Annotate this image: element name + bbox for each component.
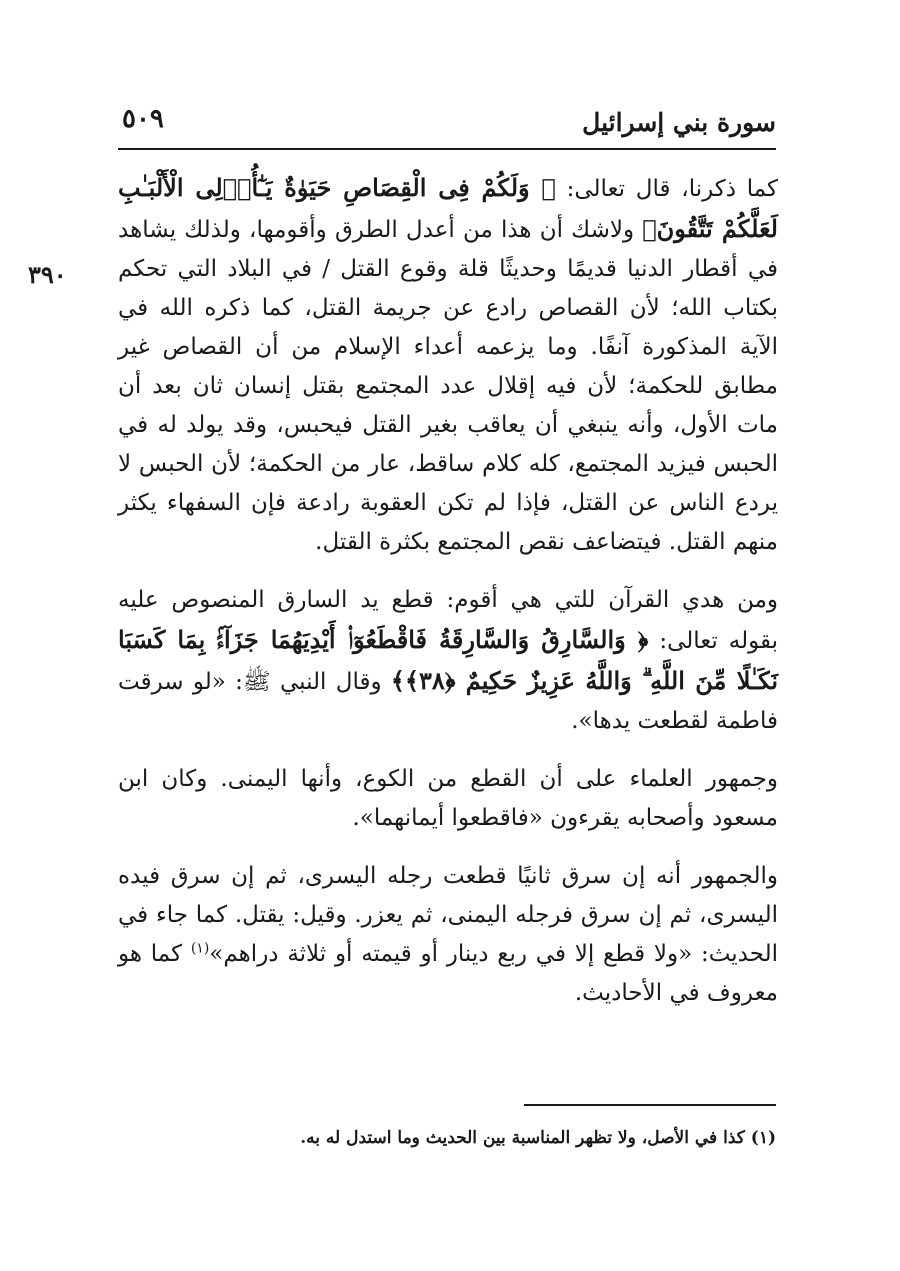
paragraph-1 bbox=[118, 168, 778, 562]
footnote bbox=[118, 1128, 776, 1148]
paragraph-3 bbox=[118, 760, 778, 838]
paragraph-text: كما ذكرنا، قال تعالى: bbox=[555, 176, 778, 202]
paragraph-text: وجمهور العلماء على أن القطع من الكوع، وأنها اليمنى. وكان ابن مسعود وأصحابه يقرءون «فاقطعوا أيمانهما». bbox=[118, 766, 778, 831]
paragraph-text: ولاشك أن هذا من أعدل الطرق وأقومها، ولذلك يشاهد في أقطار الدنيا قديمًا وحديثًا قلة وقوع القتل / في البلاد التي تحكم بكتاب الله؛ لأن القصاص رادع عن جريمة القتل، كما ذكره الله في الآية المذكورة آنفًا. وما يزعمه أعداء الإسلام من أن القصاص غير مطابق للحكمة؛ لأن فيه إقلال عدد المجتمع بقتل إنسان ثان بعد أن مات الأول، وأنه ينبغي أن يعاقب بغير القتل فيحبس، وقد يولد له في الحبس فيزيد المجتمع، كله كلام ساقط، عار من الحكمة؛ لأن الحبس لا يردع الناس عن القتل، فإذا لم تكن العقوبة رادعة فإن السفهاء يكثر منهم القتل. فيتضاعف نقص المجتمع بكثرة القتل. bbox=[118, 217, 778, 555]
footnote-reference[interactable]: (١) bbox=[190, 940, 210, 957]
page-number: ٥٠٩ bbox=[122, 104, 164, 134]
quran-verse: ﴿ وَلَكُمْ فِى الْقِصَاصِ حَيَوٰةٌ يَـٰٓأُو۟لِى الْأَلْبَـٰبِ لَعَلَّكُمْ تَتَّقُونَ﴾ bbox=[118, 173, 778, 243]
paragraph-4 bbox=[118, 857, 778, 1013]
quran-verse: ﴿ وَالسَّارِقُ وَالسَّارِقَةُ فَاقْطَعُوٓا۟ أَيْدِيَهُمَا جَزَآءًۢ بِمَا كَسَبَا نَكَـٰلًا مِّنَ اللَّهِ ۗ وَاللَّهُ عَزِيزٌ حَكِيمٌ ﴿٣٨﴾﴾ bbox=[118, 625, 778, 695]
footnote-text: كذا في الأصل، ولا تظهر المناسبة بين الحديث وما استدل له به. bbox=[300, 1128, 745, 1148]
footnote-marker: (١) bbox=[750, 1128, 776, 1148]
page-header bbox=[118, 100, 776, 150]
margin-page-reference: ٣٩٠ bbox=[28, 260, 67, 289]
paragraph-2 bbox=[118, 581, 778, 741]
surah-title: سورة بني إسرائيل bbox=[582, 108, 776, 137]
footnote-divider bbox=[524, 1104, 776, 1106]
main-text bbox=[118, 168, 778, 1032]
paragraph-text: كما هو معروف في الأحاديث. bbox=[118, 941, 778, 1006]
paragraph-text: ومن هدي القرآن للتي هي أقوم: قطع يد السارق المنصوص عليه بقوله تعالى: bbox=[118, 587, 778, 654]
paragraph-text: وقال النبي ﷺ: «لو سرقت فاطمة لقطعت يدها». bbox=[118, 669, 778, 734]
paragraph-text: والجمهور أنه إن سرق ثانيًا قطعت رجله اليسرى، ثم إن سرق فيده اليسرى، ثم إن سرق فرجله اليمنى، ثم يعزر. وقيل: يقتل. كما جاء في الحديث: «ولا قطع إلا في ربع دينار أو قيمته أو ثلاثة دراهم» bbox=[118, 863, 778, 967]
